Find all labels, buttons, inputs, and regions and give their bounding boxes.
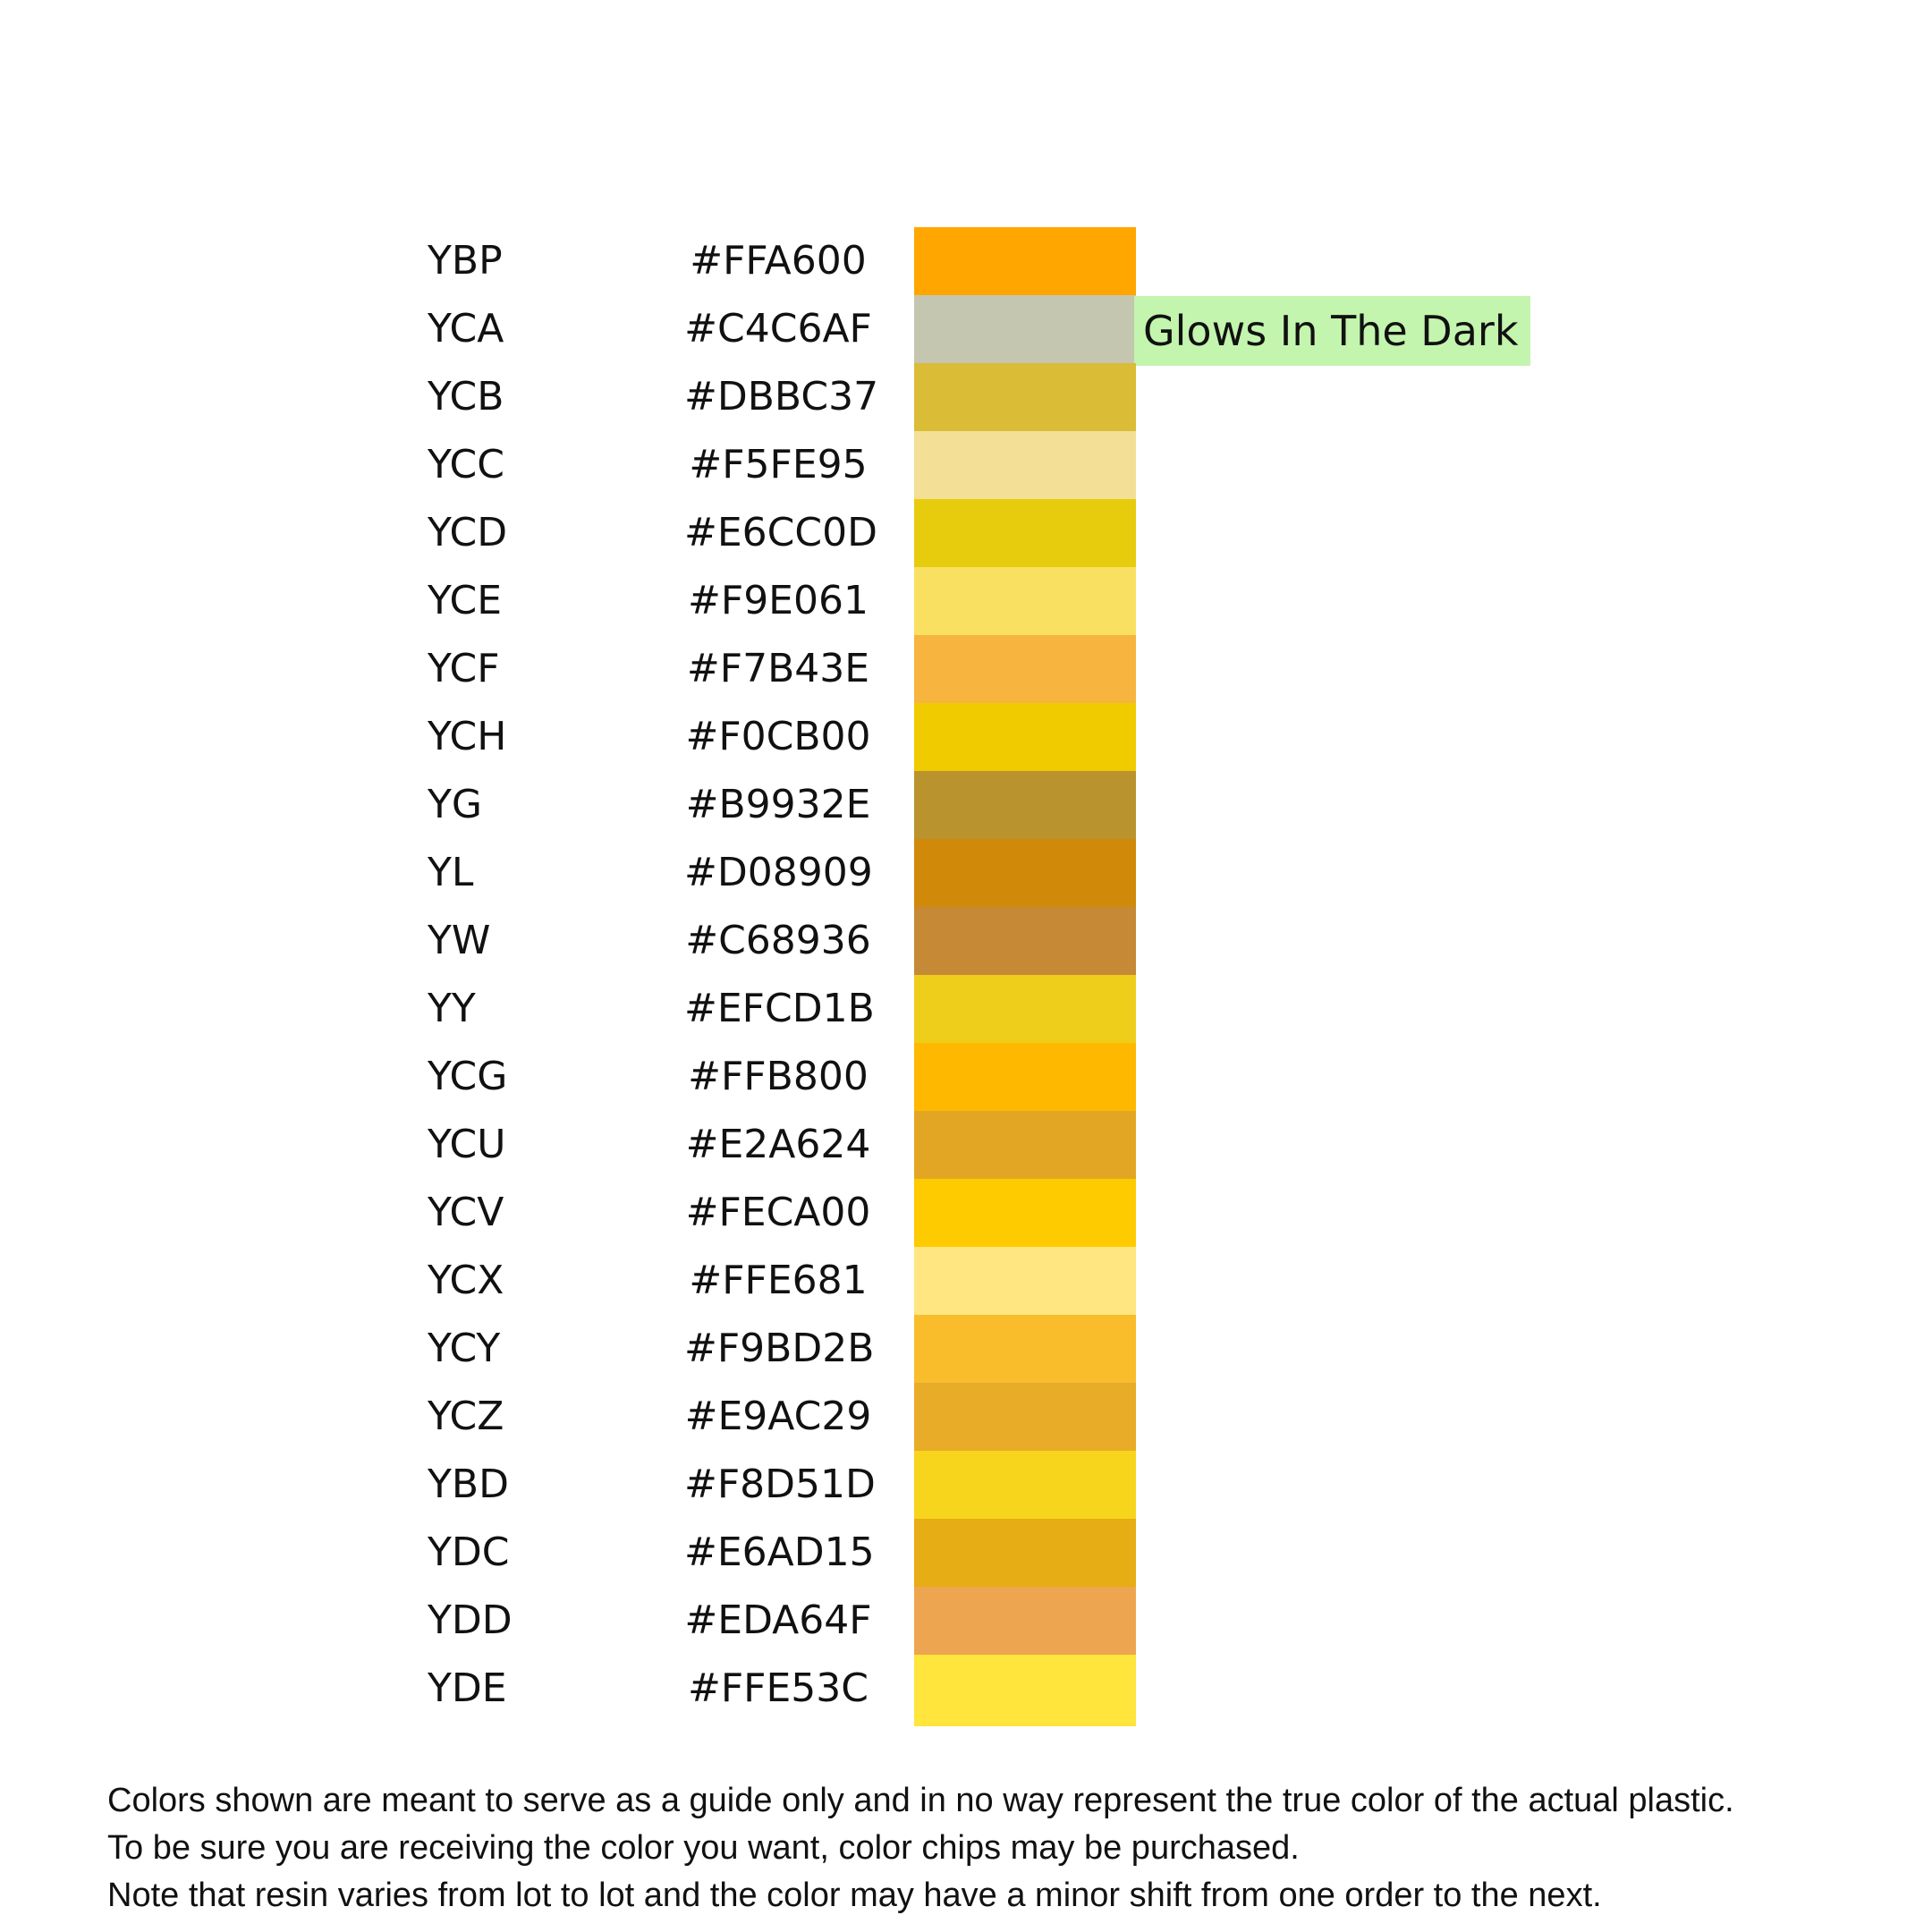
hex-value: #FFB800 bbox=[688, 1054, 869, 1099]
color-code: YCE bbox=[428, 578, 502, 623]
hex-value: #DBBC37 bbox=[684, 374, 879, 419]
color-swatch bbox=[914, 1111, 1136, 1179]
color-code: YL bbox=[428, 850, 474, 895]
color-swatch bbox=[914, 295, 1136, 363]
swatch-row bbox=[0, 1315, 1932, 1383]
hex-value: #E6AD15 bbox=[684, 1530, 875, 1575]
hex-value: #F9BD2B bbox=[684, 1326, 875, 1371]
color-swatch bbox=[914, 1655, 1136, 1726]
color-swatch bbox=[914, 1587, 1136, 1655]
swatch-row bbox=[0, 1111, 1932, 1179]
color-swatch bbox=[914, 1247, 1136, 1315]
color-swatch bbox=[914, 499, 1136, 567]
hex-value: #C4C6AF bbox=[684, 306, 872, 352]
color-code: YCU bbox=[428, 1122, 506, 1167]
color-code: YCV bbox=[428, 1190, 504, 1235]
color-code: YY bbox=[428, 986, 476, 1031]
hex-value: #E6CC0D bbox=[684, 510, 877, 555]
hex-value: #C68936 bbox=[685, 918, 871, 963]
color-swatch bbox=[914, 839, 1136, 907]
hex-value: #EFCD1B bbox=[684, 986, 875, 1031]
swatch-row bbox=[0, 1587, 1932, 1655]
color-code: YCY bbox=[428, 1326, 501, 1371]
color-code: YBD bbox=[428, 1462, 509, 1507]
swatch-row bbox=[0, 1519, 1932, 1587]
swatch-row bbox=[0, 1655, 1932, 1723]
color-code: YCA bbox=[428, 306, 504, 352]
color-swatch bbox=[914, 431, 1136, 499]
swatch-row bbox=[0, 839, 1932, 907]
disclaimer-line-1: Colors shown are meant to serve as a guide only and in no way represent the true color of the actual plastic. bbox=[107, 1782, 1734, 1819]
color-code: YBP bbox=[428, 238, 503, 284]
color-code: YCC bbox=[428, 442, 504, 487]
swatch-table bbox=[0, 227, 1932, 1723]
color-swatch bbox=[914, 1315, 1136, 1383]
color-code: YCZ bbox=[428, 1394, 504, 1439]
color-code: YW bbox=[428, 918, 491, 963]
hex-value: #F5FE95 bbox=[689, 442, 868, 487]
color-swatch bbox=[914, 703, 1136, 771]
hex-value: #F9E061 bbox=[688, 578, 869, 623]
color-swatch bbox=[914, 1519, 1136, 1587]
color-swatch bbox=[914, 227, 1136, 295]
hex-value: #FECA00 bbox=[685, 1190, 871, 1235]
color-swatch bbox=[914, 907, 1136, 975]
disclaimer-line-3: Note that resin varies from lot to lot and the color may have a minor shift from one order to the next. bbox=[107, 1877, 1602, 1914]
disclaimer bbox=[107, 1777, 1896, 1919]
swatch-row bbox=[0, 635, 1932, 703]
glow-note-label: Glows In The Dark bbox=[1134, 296, 1530, 366]
hex-value: #F0CB00 bbox=[685, 714, 871, 759]
color-code: YCG bbox=[428, 1054, 508, 1099]
swatch-row bbox=[0, 1043, 1932, 1111]
hex-value: #FFE53C bbox=[688, 1665, 869, 1711]
color-swatch bbox=[914, 1043, 1136, 1111]
color-swatch bbox=[914, 363, 1136, 431]
swatch-row bbox=[0, 567, 1932, 635]
hex-value: #F7B43E bbox=[686, 646, 870, 691]
color-code: YCH bbox=[428, 714, 507, 759]
hex-value: #FFE681 bbox=[689, 1258, 868, 1303]
swatch-row bbox=[0, 703, 1932, 771]
color-code: YCB bbox=[428, 374, 504, 419]
hex-value: #E2A624 bbox=[685, 1122, 871, 1167]
color-code: YCD bbox=[428, 510, 508, 555]
color-swatch bbox=[914, 635, 1136, 703]
color-code: YDE bbox=[428, 1665, 507, 1711]
hex-value: #FFA600 bbox=[690, 238, 867, 284]
swatch-row bbox=[0, 771, 1932, 839]
color-swatch bbox=[914, 567, 1136, 635]
color-code: YDC bbox=[428, 1530, 510, 1575]
swatch-row bbox=[0, 1179, 1932, 1247]
swatch-row bbox=[0, 975, 1932, 1043]
color-swatch bbox=[914, 1451, 1136, 1519]
color-swatch bbox=[914, 1179, 1136, 1247]
hex-value: #D08909 bbox=[684, 850, 873, 895]
hex-value: #EDA64F bbox=[684, 1597, 872, 1643]
hex-value: #B9932E bbox=[685, 782, 871, 827]
disclaimer-line-2: To be sure you are receiving the color you want, color chips may be purchased. bbox=[107, 1829, 1300, 1867]
hex-value: #F8D51D bbox=[684, 1462, 876, 1507]
color-code: YG bbox=[428, 782, 482, 827]
swatch-row bbox=[0, 431, 1932, 499]
color-swatch bbox=[914, 1383, 1136, 1451]
swatch-row bbox=[0, 1383, 1932, 1451]
swatch-row bbox=[0, 295, 1932, 363]
swatch-row bbox=[0, 907, 1932, 975]
color-code: YCF bbox=[428, 646, 500, 691]
swatch-row bbox=[0, 363, 1932, 431]
swatch-row bbox=[0, 1451, 1932, 1519]
swatch-row bbox=[0, 227, 1932, 295]
hex-value: #E9AC29 bbox=[684, 1394, 872, 1439]
color-code: YDD bbox=[428, 1597, 513, 1643]
color-code: YCX bbox=[428, 1258, 504, 1303]
color-swatch bbox=[914, 771, 1136, 839]
color-swatch bbox=[914, 975, 1136, 1043]
swatch-row bbox=[0, 1247, 1932, 1315]
swatch-row bbox=[0, 499, 1932, 567]
